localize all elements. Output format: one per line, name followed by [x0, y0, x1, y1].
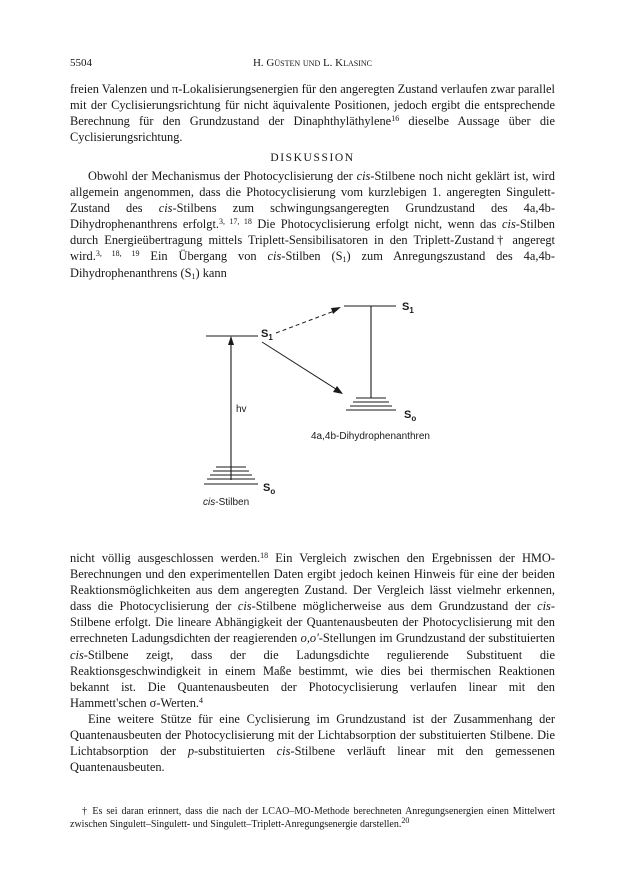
cyclisation-arrow	[262, 342, 339, 391]
reference: 18	[260, 551, 269, 560]
paragraph-2: Obwohl der Mechanismus der Photocyclisierung der cis-Stilbene noch nicht geklärt ist, wird allgemein angenommen, dass die Photocyclisierung vom kurzlebigen 1. angeregten Singulett-Zustand des cis-Stilbens zum schwingungsangeregten Grundzustand des 4a,4b-Dihydrophenanthrens erfolgt.$^{3, 17, 18}$ Die Photocyclisierung erfolgt nicht, wenn das cis-Stilben durch Energieübertragung mittels Triplett-Sensibilisatoren in den Triplett-Zustand† angeregt wird.$^{3, 18, 19}$ Ein Übergang von cis-Stilben $(S_1)$ zum Anregungszustand des 4a,4b-Dihydrophenanthrens $(S_1)$ kann	[70, 169, 556, 281]
dashed-transition-arrow	[276, 310, 337, 333]
reference: 16	[391, 114, 400, 124]
paragraph-3-4: nicht völlig ausgeschlossen werden.$^{18}$ Ein Vergleich zwischen den Ergebnissen der HMO-Berechnungen und den experimentellen Daten ergibt jedoch keinen Hinweis für eine der beiden Reaktionsmöglichkeiten aus dem angeregten Zustand. Der Vergleich lässt vielmehr erkennen, dass die Photocyclisierung der cis-Stilbene möglicherweise aus dem Grundzustand der cis-Stilbene erfolgt. Die lineare Abhängigkeit der Quantenausbeuten der Photocyclisierung mit den errechneten Ladungsdichten der reagierenden o,o'-Stellungen im Grundzustand der substituierten cis-Stilbene zeigt, dass der die Ladungsdichte regulierende Substituent die Reaktionsgeschwindigkeit in einem Maße bestimmt, wie dies bei thermischen Reaktionen bekannt ist. Die Quantenausbeuten der Photocyclisierung verlaufen linear mit den Hammett'schen σ-Werten.$^4$ Eine weitere Stütze für eine Cyclisierung im Grundzustand ist der Zusammenhang der Quantenausbeuten der Photocyclisierung mit der Lichtabsorption der substituierten Stilbene. Die Lichtabsorption der p-substituierten cis-Stilbene verläuft linear mit den gemessenen Quantenausbeuten.	[70, 551, 555, 775]
reference: 3, 17, 18	[219, 217, 252, 227]
dihydro-s0-levels	[346, 398, 396, 410]
running-head: H. Güsten und L. Klasinc	[252, 57, 373, 69]
paragraph-1: freien Valenzen und π-Lokalisierungsenergien für den angeregten Zustand verlaufen zwar parallel mit der Cyclisierungsrichtung für nicht äquivalente Positionen, jedoch ergibt die entsprechende Berechnung für den Grundzustand der Dinaphthyläthylene$^{16}$ dieselbe Aussage über die Cyclisierungsrichtung.	[70, 82, 555, 145]
hv-arrowhead	[228, 336, 234, 345]
cyclisation-arrowhead	[333, 386, 343, 394]
label-s0-left: $S_o$	[263, 482, 276, 496]
label-s1-left: $S_1$	[261, 328, 273, 342]
reference: 4	[199, 695, 204, 705]
reference: 3, 18, 19	[95, 249, 140, 259]
footnote: † Es sei daran erinnert, dass die nach der LCAO–MO-Methode berechneten Anregungsenergien einen Mittelwert zwischen Singulett–Singulett- und Singulett–Triplett-Anregungsenergie darstellen.$^{20}$	[70, 806, 555, 830]
label-dihydrophenanthren: 4a,4b-Dihydrophenanthren	[311, 431, 430, 442]
section-heading: DISKUSSION	[270, 152, 355, 164]
label-hv: hv	[236, 404, 247, 415]
reference: 20	[401, 816, 410, 825]
dashed-arrowhead	[331, 307, 341, 314]
label-s1-right: $S_1$	[402, 301, 414, 315]
page-number: 5504	[70, 57, 92, 69]
label-s0-right: $S_o$	[404, 409, 417, 423]
label-cis-stilben: cis-Stilben	[203, 497, 250, 508]
